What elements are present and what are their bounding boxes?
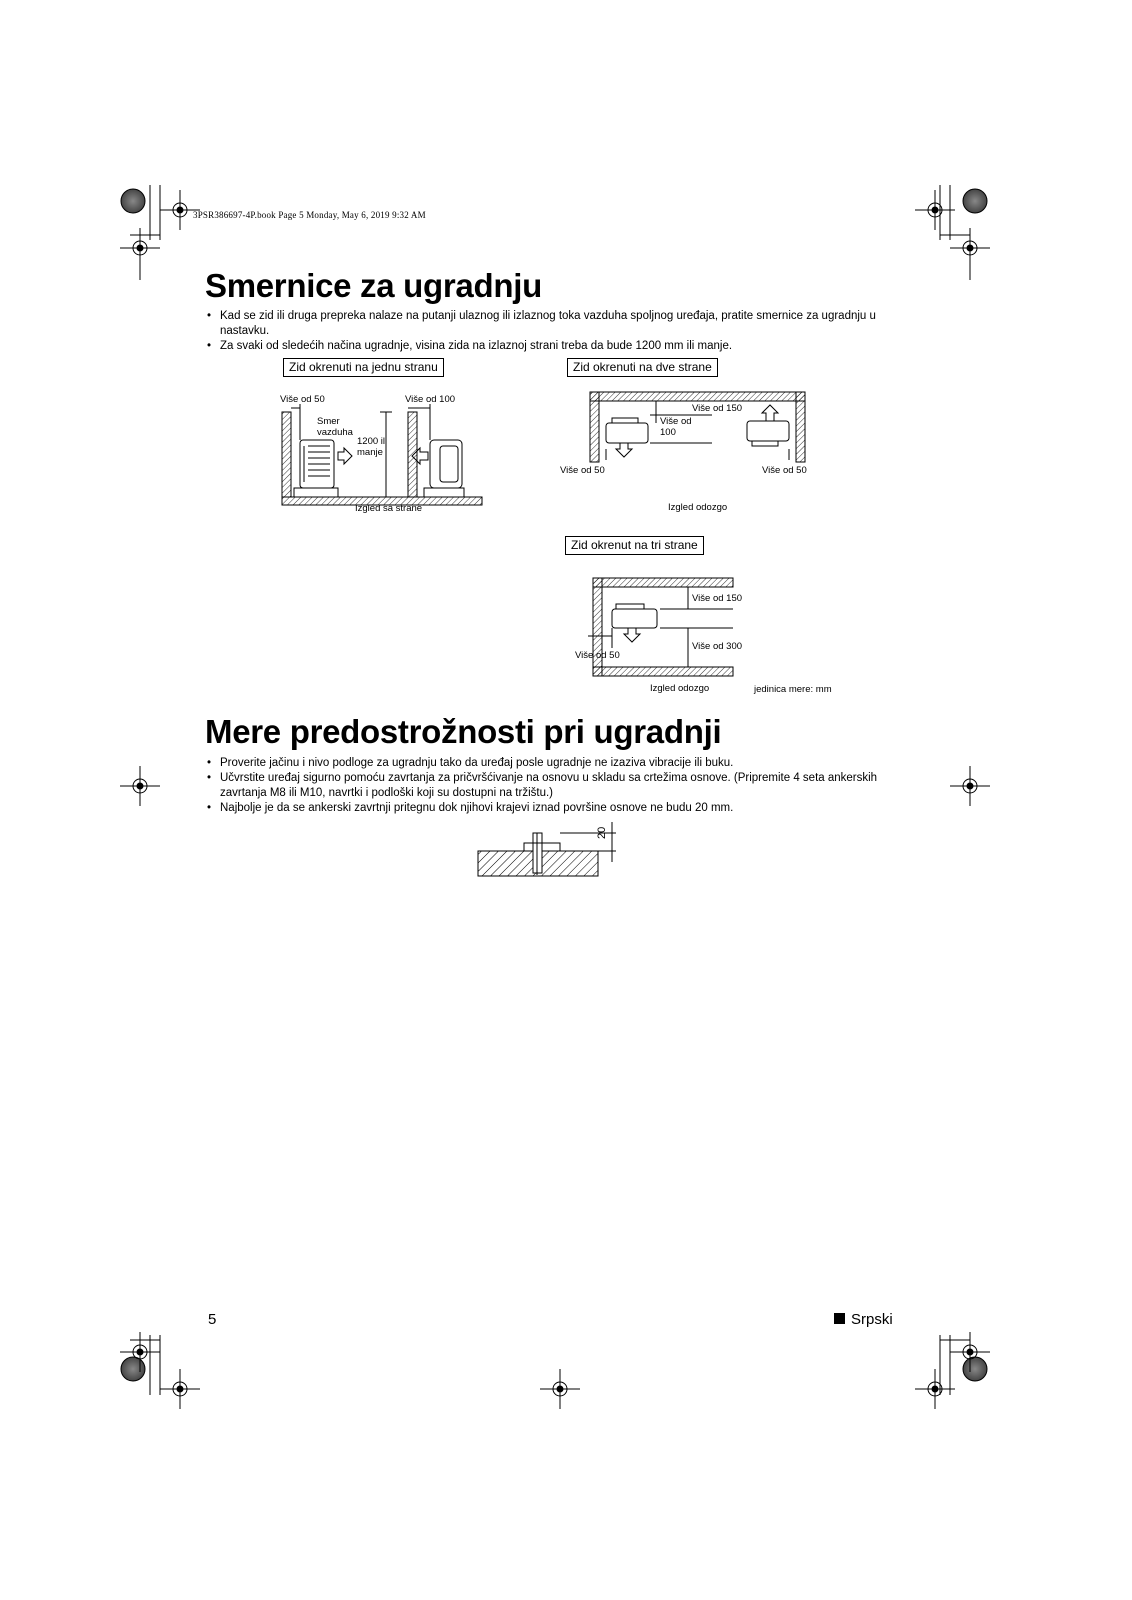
crosshair-icon: [120, 228, 160, 268]
two-sides-label: Zid okrenuti na dve strane: [567, 358, 718, 377]
crosshair-icon: [950, 766, 990, 806]
airflow-label: Smer vazduha: [317, 416, 353, 438]
list-item: • Proverite jačinu i nivo podloge za ugradnju tako da uređaj posle ugradnje ne izaziva vibracije ili buku.: [207, 756, 907, 771]
three-sides-left-clearance: Više od 50: [575, 650, 620, 661]
crosshair-icon: [915, 1369, 955, 1409]
two-sides-right-clearance: Više od 50: [762, 465, 807, 476]
three-sides-top-clearance: Više od 150: [692, 593, 743, 604]
one-side-left-clearance: Više od 50: [280, 394, 325, 405]
list-item: • Učvrstite uređaj sigurno pomoću zavrtanja za pričvršćivanje na osnovu u skladu sa crtežima osnove. (Pripremite 4 seta ankerskih zavrtanja M8 ili M10, navrtki i podloški koji su dostupni na tržištu.): [207, 771, 907, 801]
bolt-dimension-label: 20: [596, 826, 608, 839]
three-sides-label: Zid okrenut na tri strane: [565, 536, 704, 555]
section-title-installation-precautions: Mere predostrožnosti pri ugradnji: [205, 713, 722, 750]
height-label: 1200 ili manje: [357, 436, 388, 458]
crosshair-icon: [120, 766, 160, 806]
book-info: 3PSR386697-4P.book Page 5 Monday, May 6, 2019 9:32 AM: [193, 210, 426, 220]
language-label: Srpski: [851, 1311, 893, 1328]
unit-label: jedinica mere: mm: [754, 684, 832, 695]
list-item: • Najbolje je da se ankerski zavrtnji pritegnu dok njihovi krajevi iznad površine osnove ne budu 20 mm.: [207, 801, 907, 816]
page-number: 5: [208, 1311, 217, 1328]
precautions-list: [207, 756, 907, 816]
two-sides-top-clearance: Više od 150: [692, 403, 743, 414]
two-sides-middle-clearance: Više od 100: [660, 416, 692, 438]
crosshair-icon: [540, 1369, 580, 1409]
language-marker-icon: [834, 1313, 845, 1324]
list-item: • Kad se zid ili druga prepreka nalaze na putanji ulaznog ili izlaznog toka vazduha spoljnog uređaja, pratite smernice za ugradnju u nastavku.: [207, 309, 907, 339]
top-view-caption: Izgled odozgo: [650, 683, 710, 694]
section-title-installation-guidelines: Smernice za ugradnju: [205, 267, 542, 304]
registration-disc-icon: [963, 189, 987, 213]
two-sides-left-clearance: Više od 50: [560, 465, 605, 476]
crosshair-icon: [950, 228, 990, 268]
registration-disc-icon: [963, 1357, 987, 1381]
registration-disc-icon: [121, 189, 145, 213]
registration-disc-icon: [121, 1357, 145, 1381]
side-view-caption: Izgled sa strane: [355, 503, 423, 514]
crosshair-icon: [160, 1369, 200, 1409]
three-sides-right-clearance: Više od 300: [692, 641, 743, 652]
crosshair-icon: [915, 190, 955, 230]
one-side-label: Zid okrenuti na jednu stranu: [283, 358, 444, 377]
guidelines-list: [207, 309, 907, 354]
top-view-caption: Izgled odozgo: [668, 502, 728, 513]
one-side-right-clearance: Više od 100: [405, 394, 456, 405]
list-item: • Za svaki od sledećih načina ugradnje, visina zida na izlaznoj strani treba da bude 1200 mm ili manje.: [207, 339, 907, 354]
